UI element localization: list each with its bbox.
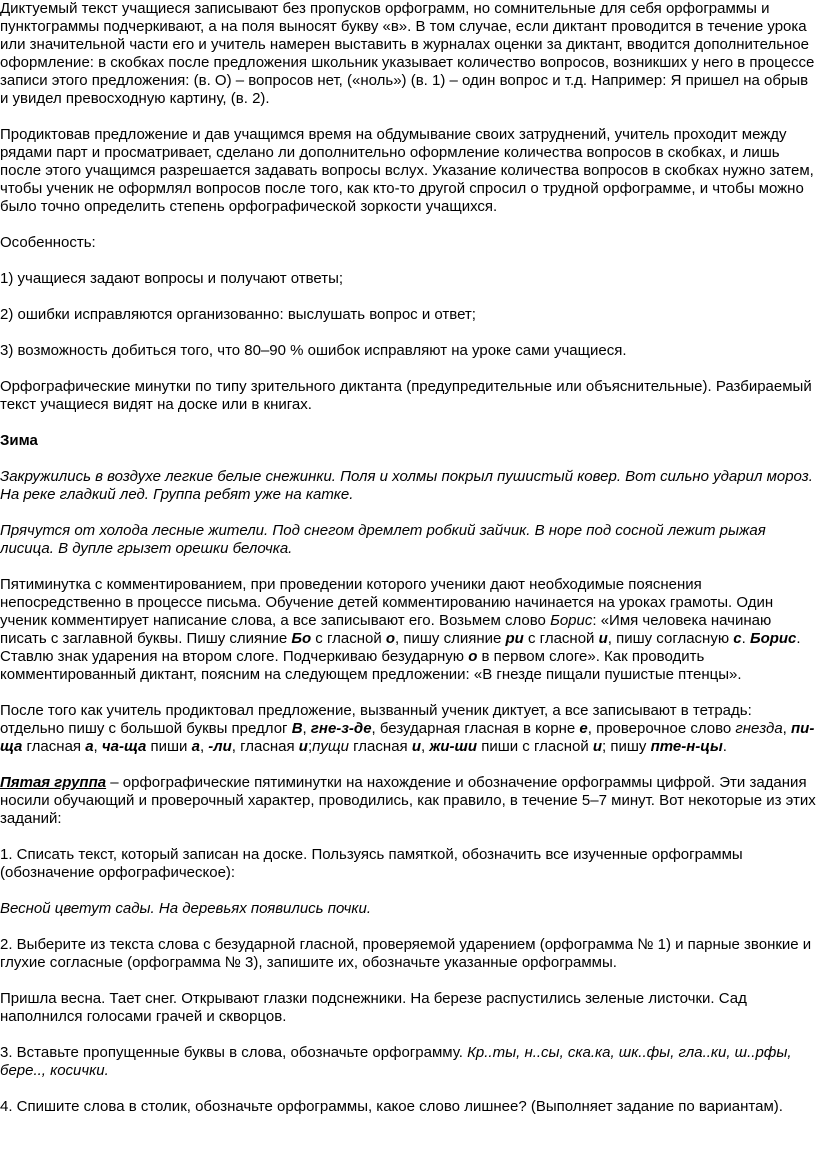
paragraph-feature-heading: Особенность: xyxy=(0,234,96,251)
list-item-3: 3) возможность добиться того, что 80–90 % ошибок исправляют на уроке сами учащиеся. xyxy=(0,342,627,359)
zima-text-1: Закружились в воздухе легкие белые снежинки. Поля и холмы покрыл пушистый ковер. Вот сильно ударил мороз. На реке гладкий лед. Группа ребят уже на катке. xyxy=(0,468,813,503)
fifth-group-title: Пятая группа xyxy=(0,774,107,791)
task-2-example: Пришла весна. Тает снег. Открывают глазки подснежники. На березе распустились зеленые листочки. Сад наполнился голосами грачей и скворцов. xyxy=(0,990,747,1025)
paragraph-dictation-procedure: Продиктовав предложение и дав учащимся время на обдумывание своих затруднений, учитель проходит между рядами парт и просматривает, сделано ли дополнительно оформление количества вопросов в скобках, и лишь после этого учащимся разрешается задавать вопросы вслух. Указание количества вопросов в скобках нужно затем, чтобы ученик не оформлял вопросов после того, как кто-то другой спросил о трудной орфограмме, и чтобы можно было точно определить степень орфографической зоркости учащихся. xyxy=(0,126,814,215)
task-1-example: Весной цветут сады. На деревьях появились почки. xyxy=(0,900,372,917)
list-item-1: 1) учащиеся задают вопросы и получают ответы; xyxy=(0,270,344,287)
task-2: 2. Выберите из текста слова с безударной гласной, проверяемой ударением (орфограмма № 1) и парные звонкие и глухие согласные (орфограмма № 3), запишите их, обозначьте указанные орфограммы. xyxy=(0,936,812,971)
paragraph-fifth-group: Пятая группа – орфографические пятиминутки на нахождение и обозначение орфограммы цифрой. Эти задания носили обучающий и проверочный характер, проводились, как правило, в течение 5–7 минут. Вот некоторые из этих заданий: xyxy=(0,774,816,827)
section-title-zima: Зима xyxy=(0,432,38,449)
paragraph-after-dictation: После того как учитель продиктовал предложение, вызванный ученик диктует, а все записывают в тетрадь: отдельно пишу с большой буквы предлог В, гне-з-де, безударная гласная в корне е, проверочное слово гнезда, пи-ща гласная а, ча-ща пиши а, -ли, гласная и;пущи гласная и, жи-ши пиши с гласной и; пишу пте-н-цы. xyxy=(0,702,815,755)
task-3-words: Кр..ты, н..сы, ска.ка, шк..фы, гла..ки, ш..рфы, бере.., косички. xyxy=(0,1044,792,1079)
task-3: 3. Вставьте пропущенные буквы в слова, обозначьте орфограмму. Кр..ты, н..сы, ска.ка, шк..фы, гла..ки, ш..рфы, бере.., косички. xyxy=(0,1044,792,1079)
paragraph-dictation-rules: Диктуемый текст учащиеся записывают без пропусков орфограмм, но сомнительные для себя орфограммы и пунктограммы подчеркивают, а на поля выносят букву «в». В том случае, если диктант проводится в течение урока или значительной части его и учитель намерен выставить в журналах оценки за диктант, вводится дополнительное оформление: в скобках после предложения школьник указывает количество вопросов, возникших у него в процессе записи этого предложения: (в. О) – вопросов нет, («ноль») (в. 1) – один вопрос и т.д. Например: Я пришел на обрыв и увидел превосходную картину, (в. 2). xyxy=(0,0,815,107)
task-4: 4. Спишите слова в столик, обозначьте орфограммы, какое слово лишнее? (Выполняет задание по вариантам). xyxy=(0,1098,783,1115)
paragraph-commented-dictation: Пятиминутка с комментированием, при проведении которого ученики дают необходимые пояснения непосредственно в процессе письма. Обучение детей комментированию начинается на уроках грамоты. Один ученик комментирует написание слова, а все записывают его. Возьмем слово Борис: «Имя человека начинаю писать с заглавной буквы. Пишу слияние Бо с гласной о, пишу слияние ри с гласной и, пишу согласную с. Борис. Ставлю знак ударения на втором слоге. Подчеркиваю безударную о в первом слоге». Как проводить комментированный диктант, поясним на следующем предложении: «В гнезде пищали пушистые птенцы». xyxy=(0,576,801,683)
paragraph-visual-dictation: Орфографические минутки по типу зрительного диктанта (предупредительные или объяснительные). Разбираемый текст учащиеся видят на доске или в книгах. xyxy=(0,378,812,413)
task-1: 1. Списать текст, который записан на доске. Пользуясь памяткой, обозначить все изученные орфограммы (обозначение орфографическое): xyxy=(0,846,743,881)
zima-text-2: Прячутся от холода лесные жители. Под снегом дремлет робкий зайчик. В норе под сосной лежит рыжая лисица. В дупле грызет орешки белочка. xyxy=(0,522,766,557)
list-item-2: 2) ошибки исправляются организованно: выслушать вопрос и ответ; xyxy=(0,306,476,323)
